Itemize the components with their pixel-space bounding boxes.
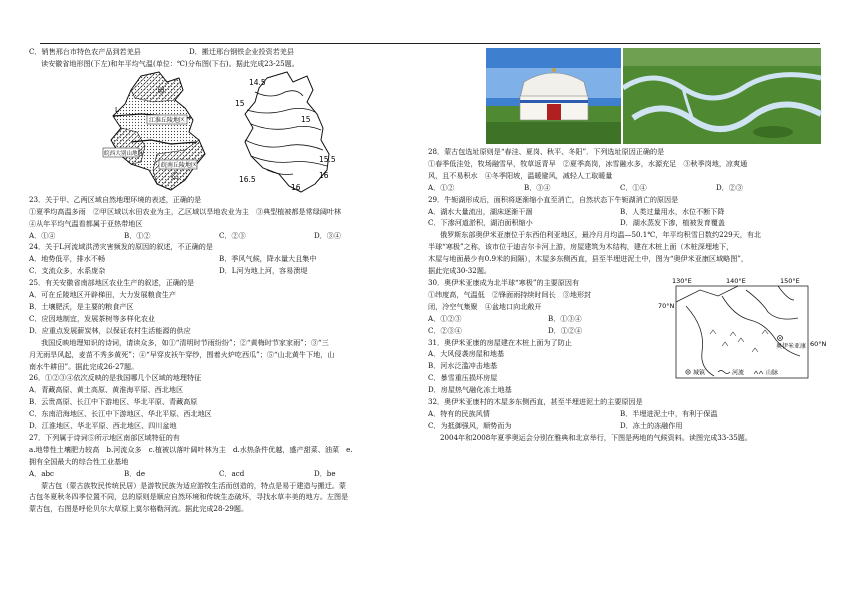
option-a: A．①②③	[428, 313, 462, 323]
q28-statement: 风，且不易积水 ④冬季阳坡，温暖避风，减轻人工取暖量	[428, 170, 613, 180]
lat-label: 70°N	[658, 301, 675, 310]
q30-stem: 30．奥伊米亚康成为北半球“寒极”的主要原因有	[428, 277, 580, 287]
intro-30: 半球“寒极”之称，该市位于迪吉尔卡河上游，房屋建筑为木结构，建在木桩上面（木桩深埋地下，	[428, 242, 734, 252]
option-d: D．②③	[716, 182, 743, 192]
option-a: A．地势低平，排水不畅	[29, 254, 106, 264]
q32-options-cd	[428, 420, 830, 432]
legend-city-label: 城镇	[693, 369, 706, 377]
option-d: D．搬迁邢台钢铁企业投资若羌县	[189, 47, 294, 56]
anhui-terrain-map	[101, 70, 231, 194]
option-b: B．de	[124, 468, 146, 478]
q30-statement: ①纬度高，气温低 ②锋面雨持续时间长 ③地形封	[428, 289, 592, 299]
left-column	[29, 46, 429, 515]
q27-options	[29, 468, 429, 480]
map1-label-jianghuai: 江淮丘陵地区	[149, 116, 186, 124]
isotherm-label: 15	[301, 114, 311, 124]
intro-30: 木屋与地面最少有0.9米的间隔），木屋多东侧西直，县至半埋进泥土中，图为“奥伊米亚康区域略图”，	[428, 254, 749, 264]
option-b: B．半埋进泥土中，有利于保温	[620, 408, 718, 418]
q30-block	[428, 277, 830, 384]
q27-statement: a.地带性土壤肥力较高 b.河流众多 c.植被以落叶阔叶林为主 d.水热条件优越，盛产甜菜、油菜 e.	[29, 444, 353, 454]
option-c: C．销售邢台市特色农产品到若羌县	[29, 47, 141, 56]
q29-options-ab	[428, 206, 830, 218]
option-c: C．下渗河道淤积，湖泊面积缩小	[428, 218, 533, 228]
intro-30: 据此完成30-32题。	[428, 266, 492, 276]
option-a: A．大风侵袭房屋和地基	[428, 349, 505, 359]
isotherm-label: 16.5	[239, 174, 256, 184]
option-b: B．季风气候，降水量大且集中	[219, 254, 317, 264]
q28-statement: ①春季低洼处，牧场融雪早，牧草返青早 ②夏季高岗，冰雪融水多，水源充足 ③秋季岗地，凉爽通	[428, 158, 748, 168]
lat-label: 60°N	[810, 339, 827, 348]
option-a: A．①②	[428, 182, 455, 192]
q24-stem: 24．关于L河流域洪涝灾害频发的原因的叙述，不正确的是	[29, 242, 213, 252]
legend-river-label: 河流	[732, 369, 745, 377]
right-column	[428, 46, 830, 444]
lon-label: 130°E	[672, 276, 692, 285]
intro-30: 俄罗斯东部奥伊米亚康位于东西伯利亚地区，最冷月月均温—50.1℃，年平均积雪日数约229天，有北	[440, 230, 762, 240]
map1-label-jia: 甲	[157, 86, 165, 96]
q24-options-cd	[29, 265, 429, 277]
option-a: A．可在丘陵地区开辟梯田，大力发展粮食生产	[29, 290, 176, 300]
option-a: A．青藏高原、黄土高原、黄淮海平原、西北地区	[29, 385, 184, 395]
isotherm-map	[231, 70, 351, 194]
q24-options-ab	[29, 253, 429, 265]
q31-stem: 31．奥伊米亚康的房屋建在木桩上面为了防止	[428, 337, 572, 347]
legend-mountain-label: 山脉	[766, 369, 779, 377]
intro-26: 月无雨旱风起，麦苗不秀多黄死”；④“早穿皮袄午穿纱，围着火炉吃西瓜”；⑤“山北黄牛下地，山	[29, 349, 335, 359]
option-c: C．东南沿海地区、长江中下游地区、华北平原、西北地区	[29, 409, 212, 419]
option-b: B．③④	[524, 182, 551, 192]
meander-river-photo	[623, 48, 821, 144]
intro-33: 2004年和2008年夏季奥运会分别在雅典和北京举行，下图是两地的气候资料。读图完成33-35题。	[440, 432, 752, 442]
option-c: C．acd	[219, 468, 245, 478]
option-d: D．应重点发展薪炭林，以保证农村生活能源的供应	[29, 325, 191, 335]
intro-28: 蒙古包（蒙古族牧民传统民居）是游牧民族为适应游牧生活而创造的，特点是易于建造与搬迁。蒙	[41, 480, 347, 490]
q30-statement: 闭，冷空气集聚 ④盆地口向北敞开	[428, 301, 542, 311]
q23-stem: 23．关于甲、乙两区域自然地理环境的表述，正确的是	[29, 194, 202, 204]
intro-23: 读安徽省地形图(下左)和年平均气温(单位：℃)分布图(下右)。据此完成23-25题。	[41, 58, 299, 68]
option-d: D．①②④	[548, 325, 583, 335]
map1-label-wannan: 皖南丘陵地区	[161, 161, 198, 169]
option-d: D．③④	[314, 230, 341, 240]
lon-label: 150°E	[780, 276, 800, 285]
q26-stem: 26．①②③④依次反映的是我国哪几个区域的地理特征	[29, 373, 202, 383]
isotherm-label: 16	[291, 182, 301, 192]
intro-28: 蒙古包，右图是呼伦贝尔大草原上莫尔格勒河流。据此完成28-29题。	[29, 504, 249, 514]
option-b: B．①③④	[548, 313, 582, 323]
q23-statement: ④从年平均气温看都属于亚热带地区	[29, 218, 143, 228]
option-b: B．①②	[124, 230, 151, 240]
option-b: B．云贵高原、长江中下游地区、华北平原、青藏高原	[29, 397, 198, 407]
q25-stem: 25．有关安徽省南部地区农业生产的叙述，正确的是	[29, 278, 195, 288]
yurt-photo	[486, 48, 621, 144]
option-a: A．①④	[29, 230, 56, 240]
option-c: C．②③④	[428, 325, 462, 335]
option-c: C．应因地制宜，发展茶树等多样化农业	[29, 313, 156, 323]
q32-stem: 32．奥伊米亚康村的木屋多东侧西直，甚至半埋进泥土的主要原因是	[428, 397, 643, 407]
anhui-maps	[29, 70, 429, 194]
q23-options	[29, 230, 429, 242]
option-b: B．土壤肥沃，是主要的粮食产区	[29, 301, 134, 311]
q27-statement: 拥有全国最大的综合性工业基地	[29, 456, 129, 466]
option-b: B．人类过量用水，水位不断下降	[620, 206, 725, 216]
intro-26: 南水牛耕田”。据此完成26-27题。	[29, 361, 139, 371]
photo-pair	[428, 46, 830, 146]
isotherm-label: 15	[235, 98, 245, 108]
option-b: B．河水泛滥冲击地基	[428, 361, 498, 371]
city-label: 奥伊米亚康	[776, 342, 807, 350]
q32-options-ab	[428, 408, 830, 420]
option-c: C．支流众多，水系庞杂	[29, 266, 106, 276]
option-c: C．②③	[219, 230, 246, 240]
option-a: A．湖水大量流出，湖床逐渐干涸	[428, 206, 533, 216]
option-d: D．湖水蒸发下渗，植被发育覆盖	[620, 218, 725, 228]
option-a: A．abc	[29, 468, 54, 478]
option-d: D．房屋热气融化冻土地基	[428, 385, 512, 395]
option-c: C．①④	[620, 182, 647, 192]
q29-options-cd	[428, 217, 830, 229]
q28-options	[428, 182, 830, 194]
q23-statement: ①夏季均高温多雨 ②甲区域以水田农业为主，乙区域以旱地农业为主 ③典型植被都是常绿阔叶林	[29, 206, 342, 216]
isotherm-label: 14.5	[249, 77, 266, 87]
intro-26: 我国反映地理知识的诗词，请读众多，如①“清明时节雨纷纷”；②“黄梅时节家家雨”；③“三	[41, 337, 329, 347]
map1-label-l: L	[115, 105, 119, 114]
oymyakon-region-map	[658, 276, 830, 382]
intro-28: 古包冬夏秋冬四季位置不同，总的原则是顺应自然环境和传统生态破坏，寻找水草丰美的地方。左图是	[29, 492, 349, 502]
map1-label-yi: 乙	[171, 170, 179, 180]
option-d: D．江淮地区、华北平原、西北地区、四川盆地	[29, 421, 177, 431]
isotherm-label: 15.5	[319, 154, 336, 164]
option-d: D．冻土的冻融作用	[620, 420, 683, 430]
option-c: C．暴雪重压损坏房屋	[428, 373, 498, 383]
q29-stem: 29．牛轭湖形成后，面积将逐渐缩小直至消亡，自然状态下牛轭湖消亡的原因是	[428, 194, 679, 204]
q28-stem: 28．蒙古包选址原则是“春洼、夏岗、秋平、冬阳”．下列选址原因正确的是	[428, 147, 665, 156]
map1-label-dabieshan: 皖西大别山地区	[104, 150, 144, 157]
header-rule	[40, 43, 820, 44]
q27-stem: 27．下列属于诗词⑤所示地区南部区域特征的有	[29, 432, 180, 442]
option-a: A．特有的民族风情	[428, 408, 490, 418]
isotherm-label: 16	[319, 170, 329, 180]
lon-label: 140°E	[726, 276, 746, 285]
option-d: D．L河为地上河，容易溃堤	[219, 266, 308, 276]
option-c: C．为抵御强风，顺势而为	[428, 420, 512, 430]
q22-options-cd	[29, 46, 429, 58]
option-d: D．be	[314, 468, 336, 478]
